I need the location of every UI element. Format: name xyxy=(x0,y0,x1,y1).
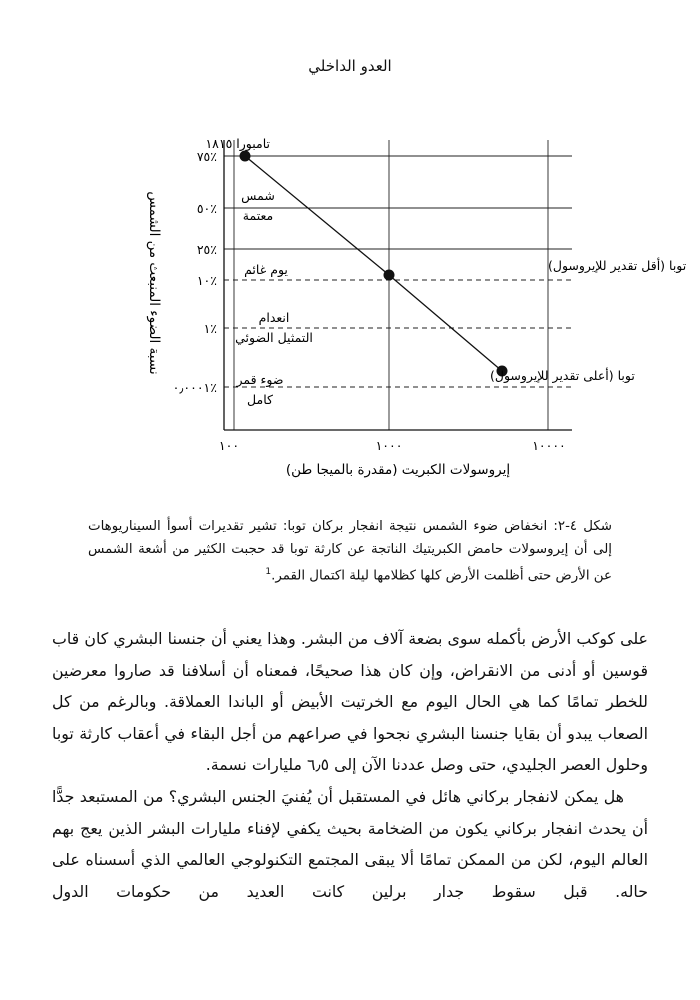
x-tick-label: ١٠٠٠ xyxy=(375,438,403,453)
body-text xyxy=(52,623,648,907)
data-point-label: توبا (أعلى تقدير للإيروسول) xyxy=(490,368,635,383)
data-point-label: توبا (أقل تقدير للإيروسول) xyxy=(548,258,687,273)
zone-label: كامل xyxy=(247,392,273,407)
y-tick-label: ٢٥٪ xyxy=(196,242,217,257)
y-tick-label: ٥٠٪ xyxy=(196,201,217,216)
zone-label: معتمة xyxy=(242,208,274,223)
zone-label: شمس xyxy=(241,188,275,203)
y-tick-labels xyxy=(173,149,217,395)
x-tick-labels xyxy=(219,438,566,453)
paragraph: على كوكب الأرض بأكمله سوى بضعة آلاف من البشر. وهذا يعني أن جنسنا البشري كان قاب قوسين أو أدنى من الانقراض، وإن كان هذا صحيحًا، فمعناه أن أسلافنا قد صاروا معرضين للخطر تمامًا كما هي الحال اليوم مع الخرتيت الأبيض أو الباندا العملاقة. وبالرغم من كل الصعاب يبدو أن بقايا جنسنا البشري نجحوا في صراعهم من أجل البقاء في أعقاب كارثة توبا وحلول العصر الجليدي، حتى وصل عددنا الآن إلى ٦٫٥ مليارات نسمة. xyxy=(52,629,648,775)
data-point-label: تامبورا ١٨١٥ xyxy=(205,136,270,151)
series-layer xyxy=(205,136,686,384)
caption-text: شكل ٤-٢: انخفاض ضوء الشمس نتيجة انفجار بركان توبا: تشير تقديرات أسوأ السيناريوهات إلى أن إيروسولات حامض الكبريتيك الناتجة عن كارثة توبا قد حجبت الكثير من أشعة الشمس عن الأرض حتى أظلمت الأرض كلها كظلامها ليلة اكتمال القمر. xyxy=(88,519,612,584)
y-tick-label: ١٪ xyxy=(203,321,217,336)
zone-label: يوم غائم xyxy=(244,262,288,277)
zone-label: ضوء قمر xyxy=(236,372,284,387)
data-point xyxy=(384,270,395,281)
figure-caption xyxy=(88,515,612,587)
paragraph: هل يمكن لانفجار بركاني هائل في المستقبل أن يُفنيَ الجنس البشري؟ من المستبعد جدًّا أن يحدث انفجار بركاني يكون من الضخامة بحيث يكفي لإفناء مليارات البشر الذين يعج بهم العالم اليوم، لكن من الممكن تمامًا ألا يبقى المجتمع التكنولوجي العالمي الذي أسسناه على حاله. قبل سقوط جدار برلين كانت العديد من حكومات الدول xyxy=(52,786,648,901)
x-tick-label: ١٠٠٠٠ xyxy=(532,438,566,453)
y-tick-label: ٧٥٪ xyxy=(196,149,217,164)
zone-label: التمثيل الضوئي xyxy=(235,330,313,345)
zone-labels xyxy=(235,188,313,407)
zone-label: انعدام xyxy=(258,310,290,325)
data-point xyxy=(240,151,251,162)
y-axis-title: نسبة الضوء المنبعث من الشمس xyxy=(146,191,162,375)
footnote-ref: 1 xyxy=(265,567,272,577)
y-tick-label: ١٠٪ xyxy=(196,273,217,288)
x-axis-title: إيروسولات الكبريت (مقدرة بالميجا طن) xyxy=(285,462,511,478)
x-tick-label: ١٠٠ xyxy=(218,438,240,453)
y-tick-label: ٠٫٠٠٠١٪ xyxy=(172,380,217,395)
running-head: العدو الداخلي xyxy=(308,57,392,75)
